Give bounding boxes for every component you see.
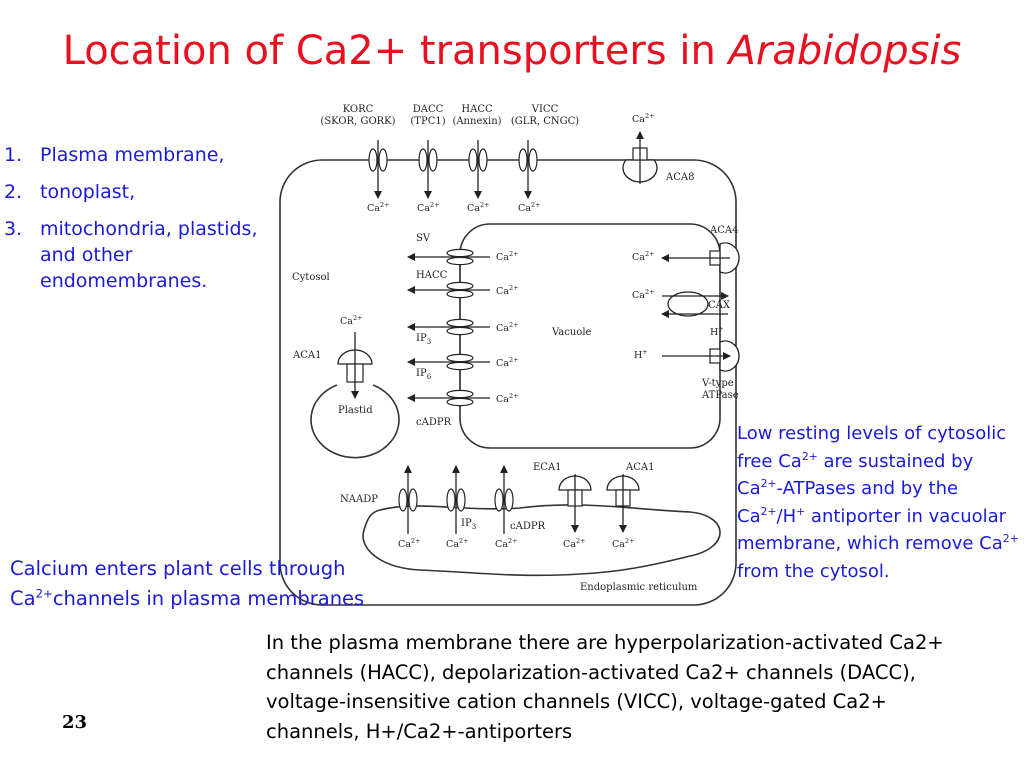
hacc-tonoplast-label: HACC (416, 270, 448, 281)
h-label: H+ (634, 348, 648, 361)
vicc-genes-label: (GLR, CNGC) (510, 116, 580, 127)
aca1-label: ACA1 (293, 350, 322, 361)
ca-label: $Ca^{2+}$ (563, 537, 586, 550)
vacuole-label: Vacuole (552, 327, 592, 338)
vicc-label: VICC (531, 104, 559, 115)
ca-label: $Ca^{2+}$ (367, 201, 390, 214)
ip6-label: $IP_6$ (416, 368, 432, 381)
aca1-er-label: ACA1 (626, 462, 655, 473)
ca-label: $Ca^{2+}$ (632, 250, 655, 263)
ca-label: $Ca^{2+}$ (496, 392, 519, 405)
ca-label: $Ca^{2+}$ (518, 201, 541, 214)
ip3-er-label: $IP_3$ (461, 518, 477, 531)
ca-label: $Ca^{2+}$ (417, 201, 440, 214)
cytosolic-calcium-note: Low resting levels of cytosolic free $Ca^{2+}$ are sustained by $Ca^{2+}$-ATPases and by the $Ca^{2+}/H^+$ antiporter in vacuolar membrane, which remove $Ca^{2+}$ from the cytosol. (737, 423, 1019, 582)
eca1-label: ECA1 (533, 462, 562, 473)
aca8-label: ACA8 (666, 172, 695, 183)
ip3-label: $IP_3$ (416, 333, 432, 346)
calcium-entry-note: Calcium enters plant cells through $Ca^{2+}channels$ in plasma membranes (10, 557, 365, 610)
ca-label: $Ca^{2+}$ (496, 284, 519, 297)
cytosol-label: Cytosol (292, 272, 330, 283)
dacc-label: DACC (412, 104, 444, 115)
ca-label: $Ca^{2+}$ (496, 321, 519, 334)
cadpr-label: cADPR (416, 417, 452, 428)
er-label: Endoplasmic reticulum (580, 582, 698, 593)
location-item: 1. Plasma membrane, (4, 144, 225, 166)
location-item: 2. tonoplast, (4, 181, 136, 203)
hacc-genes-label: (Annexin) (452, 116, 502, 127)
dacc-genes-label: (TPC1) (410, 116, 446, 127)
slide-title: Location of Ca2+ transporters in Arabidopsis (62, 28, 962, 74)
ca-label: $Ca^{2+}$ (495, 537, 518, 550)
ca-label: $Ca^{2+}$ (632, 288, 655, 301)
cadpr-er-label: cADPR (510, 521, 546, 532)
korc-label: KORC (342, 104, 374, 115)
vtype-label: ATPase (702, 390, 739, 401)
ca-label: $Ca^{2+}$ (632, 112, 655, 125)
aca4-label: ACA4 (710, 225, 739, 236)
plasma-membrane-channels-description: In the plasma membrane there are hyperpolarization-activated Ca2+ channels (HACC), depolarization-activated Ca2+ channels (DACC), voltage-insensitive cation channels (VICC), voltage-gated Ca2+ channels, H+/Ca2+-antiporters (266, 631, 944, 743)
ca-label: $Ca^{2+}$ (496, 250, 519, 263)
sv-label: SV (416, 233, 431, 244)
plastid-label: Plastid (338, 405, 373, 416)
cax-label: CAX (708, 300, 730, 311)
ca-label: $Ca^{2+}$ (340, 314, 363, 327)
ca-label: $Ca^{2+}$ (496, 356, 519, 369)
ca-label: $Ca^{2+}$ (446, 537, 469, 550)
hacc-label: HACC (461, 104, 493, 115)
page-number: 23 (62, 712, 88, 733)
ca-label: $Ca^{2+}$ (467, 201, 490, 214)
h-label: H+ (710, 325, 724, 338)
korc-genes-label: (SKOR, GORK) (320, 116, 396, 127)
ca-label: $Ca^{2+}$ (612, 537, 635, 550)
vtype-label: V-type (702, 378, 734, 389)
ca-label: $Ca^{2+}$ (398, 537, 421, 550)
location-item: 3. mitochondria, plastids, and other endomembranes. (4, 218, 258, 292)
naadp-label: NAADP (340, 494, 378, 505)
